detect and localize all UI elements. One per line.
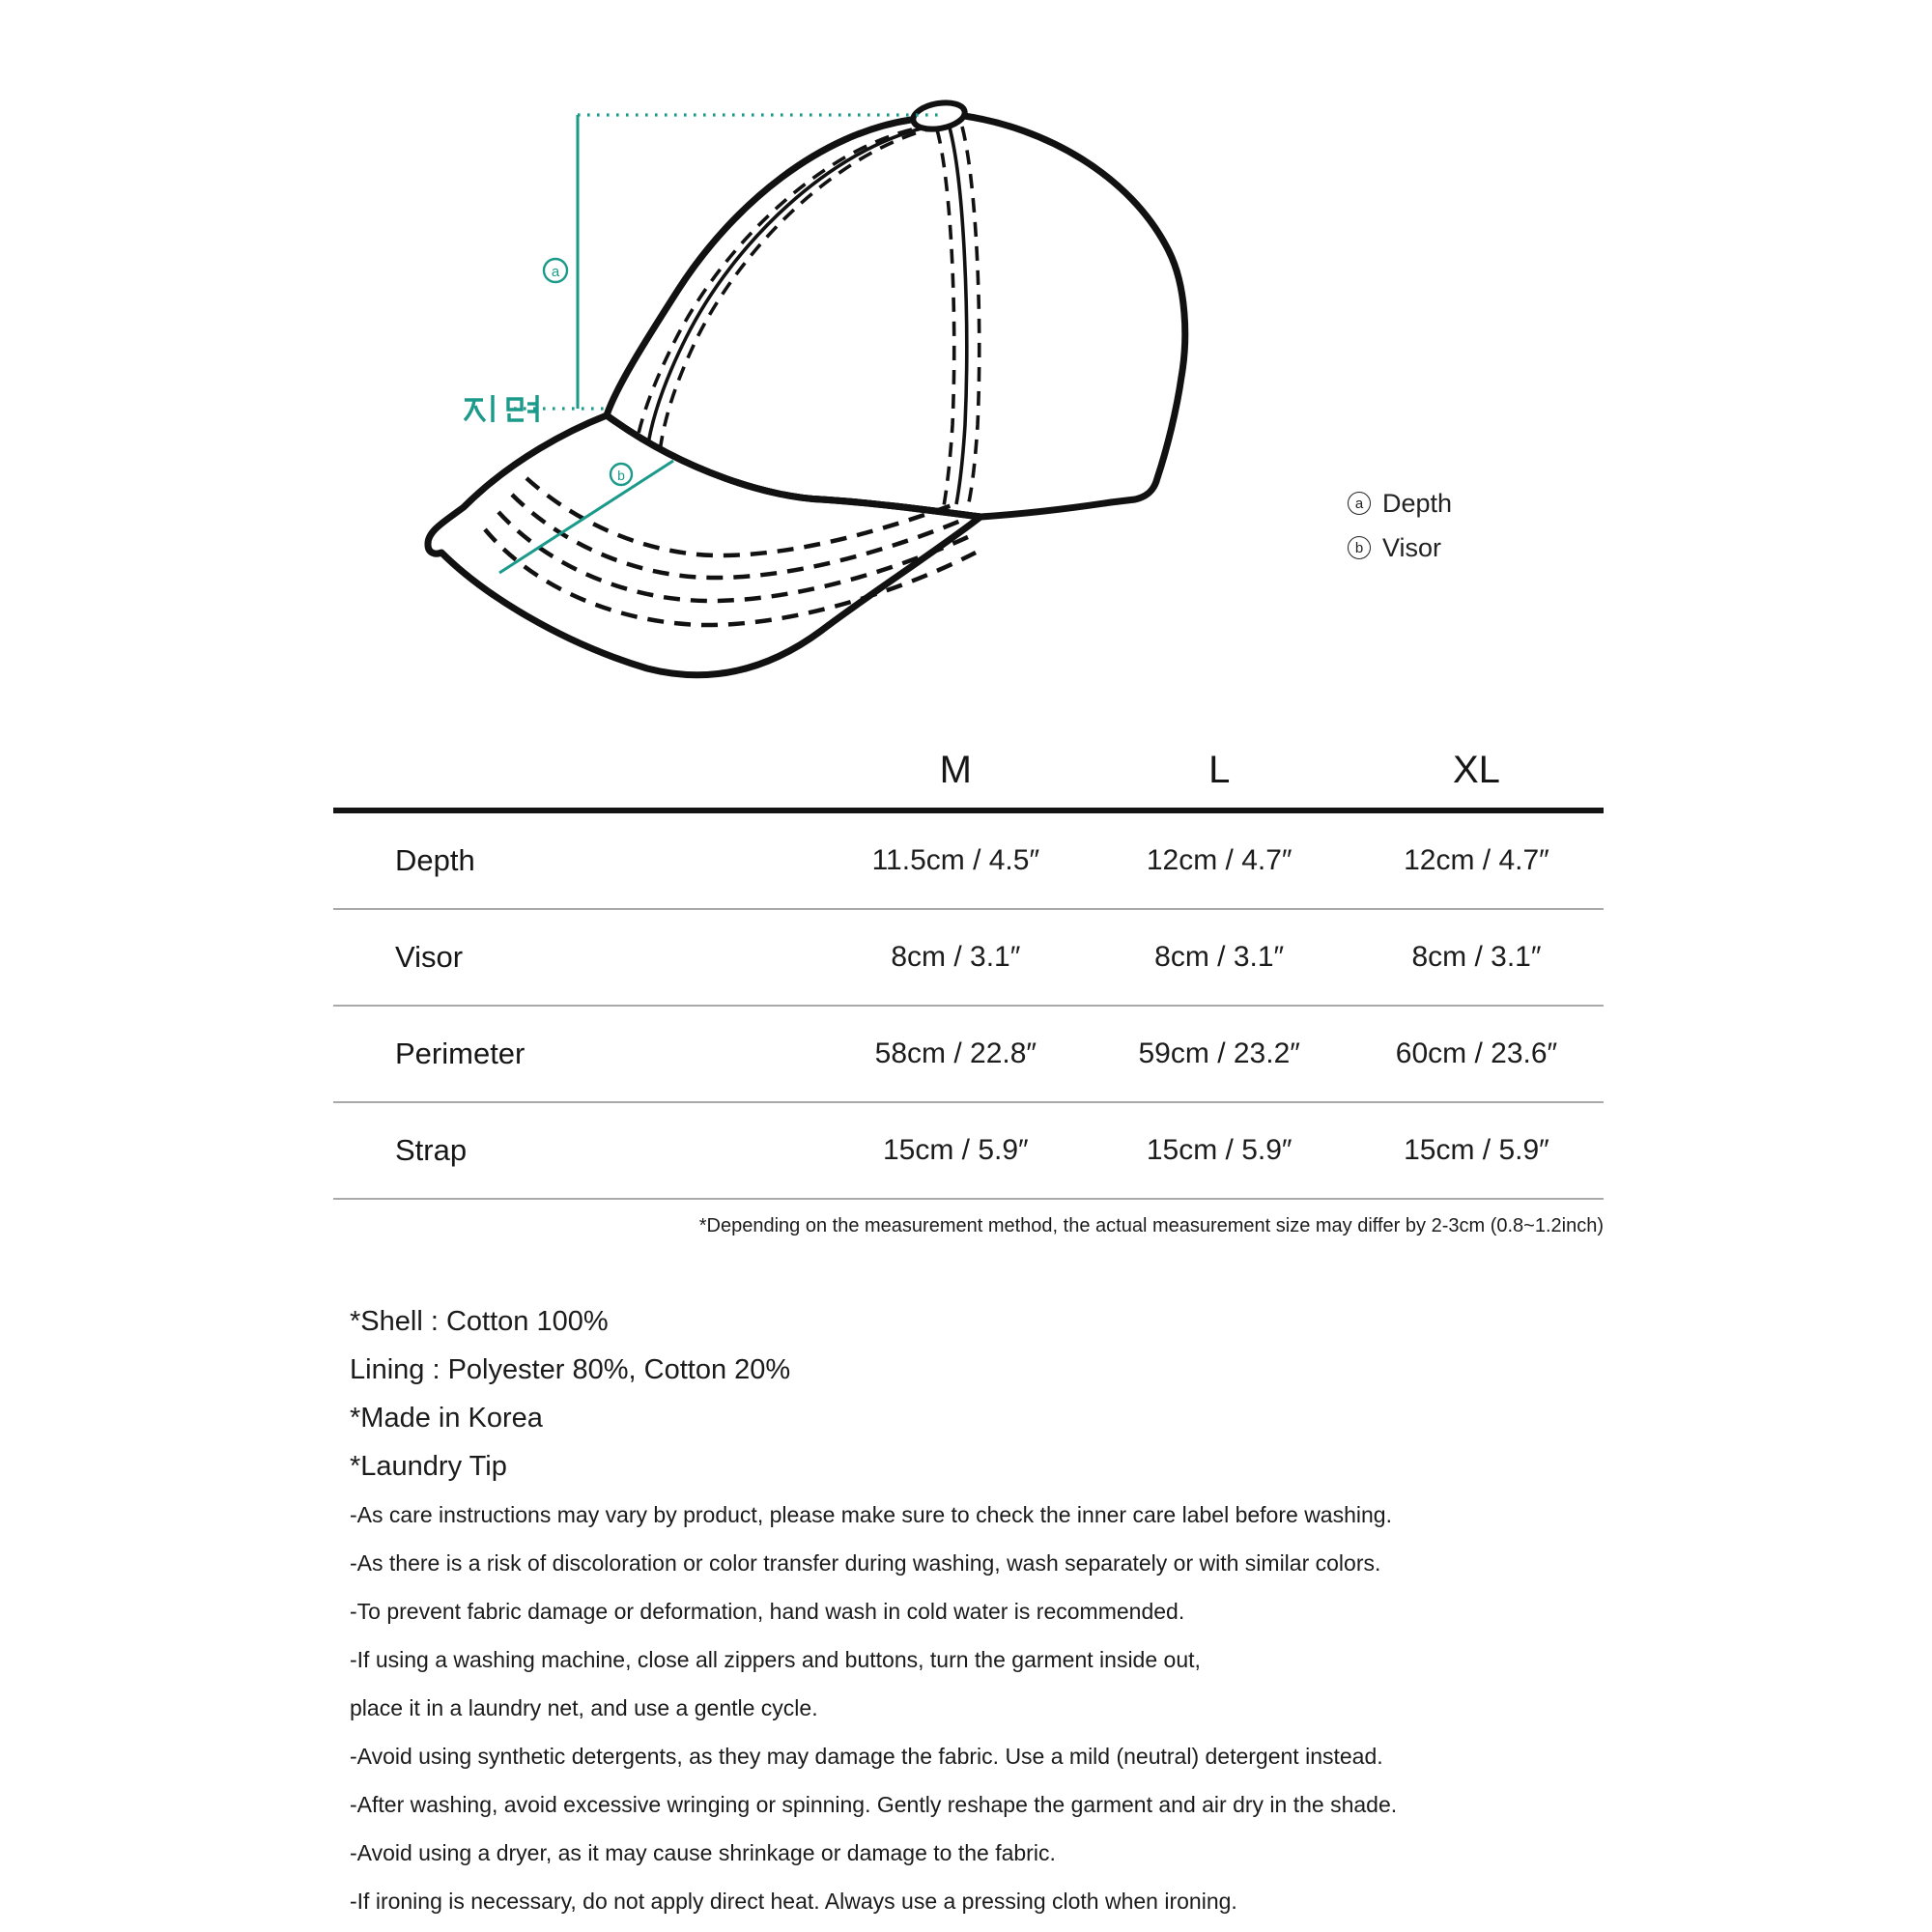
header-size-m: M [939, 748, 972, 791]
marker-a [544, 259, 567, 282]
cell-strap-m: 15cm / 5.9″ [882, 1134, 1029, 1166]
table-row-visor [333, 910, 1604, 1007]
legend-label-depth: Depth [1382, 488, 1453, 518]
care-line: -If using a washing machine, close all zippers and buttons, turn the garment inside out, [350, 1647, 1201, 1672]
table-footnote: *Depending on the measurement method, the actual measurement size may differ by 2-3cm (0.8~1.2inch) [698, 1215, 1604, 1236]
row-label: Perimeter [395, 1037, 526, 1070]
care-line: -Avoid using synthetic detergents, as they may damage the fabric. Use a mild (neutral) detergent instead. [350, 1744, 1383, 1769]
marker-b [611, 464, 632, 485]
table-row-strap [333, 1103, 1604, 1200]
table-row-perimeter [333, 1007, 1604, 1103]
care-line: -As care instructions may vary by product, please make sure to check the inner care label before washing. [350, 1502, 1392, 1527]
care-line: -To prevent fabric damage or deformation, hand wash in cold water is recommended. [350, 1599, 1185, 1624]
row-label: Strap [395, 1133, 468, 1167]
cell-perimeter-xl: 60cm / 23.6″ [1395, 1037, 1558, 1069]
care-line: -After washing, avoid excessive wringing or spinning. Gently reshape the garment and air dry in the shade. [350, 1792, 1398, 1817]
legend-row-visor [1348, 526, 1452, 570]
cell-strap-l: 15cm / 5.9″ [1146, 1134, 1293, 1166]
cell-depth-xl: 12cm / 4.7″ [1404, 844, 1549, 876]
row-label: Visor [395, 940, 464, 974]
legend-marker-a: a [1348, 492, 1371, 515]
care-line: -Avoid using a dryer, as it may cause shrinkage or damage to the fabric. [350, 1840, 1056, 1865]
cell-depth-m: 11.5cm / 4.5″ [871, 844, 1040, 876]
product-info-block [350, 1297, 1702, 1925]
header-size-xl: XL [1453, 748, 1500, 791]
cap-diagram [367, 68, 1256, 705]
table-row-depth [333, 813, 1604, 910]
care-line: -If ironing is necessary, do not apply direct heat. Always use a pressing cloth when ironing. [350, 1889, 1237, 1914]
care-line: -As there is a risk of discoloration or color transfer during washing, wash separately or with similar colors. [350, 1550, 1381, 1576]
marker-b-letter: b [617, 468, 625, 483]
legend-label-visor: Visor [1382, 532, 1442, 562]
row-label: Depth [395, 843, 475, 877]
cell-visor-m: 8cm / 3.1″ [891, 941, 1021, 973]
info-line-origin: *Made in Korea [350, 1403, 543, 1434]
legend-row-depth [1348, 481, 1452, 526]
measurement-legend [1348, 481, 1452, 570]
info-line-lining: Lining : Polyester 80%, Cotton 20% [350, 1354, 791, 1385]
size-table [333, 732, 1604, 1237]
size-table-header [333, 732, 1604, 813]
info-line-shell: *Shell : Cotton 100% [350, 1306, 609, 1337]
cell-visor-l: 8cm / 3.1″ [1154, 941, 1285, 973]
header-size-l: L [1208, 748, 1231, 791]
cell-perimeter-m: 58cm / 22.8″ [874, 1037, 1037, 1069]
ground-label [465, 395, 537, 422]
cell-depth-l: 12cm / 4.7″ [1146, 844, 1293, 876]
marker-a-letter: a [551, 264, 560, 280]
legend-marker-b: b [1348, 536, 1371, 559]
cell-strap-xl: 15cm / 5.9″ [1404, 1134, 1549, 1166]
care-line: place it in a laundry net, and use a gentle cycle. [350, 1695, 818, 1720]
cell-perimeter-l: 59cm / 23.2″ [1138, 1037, 1300, 1069]
cell-visor-xl: 8cm / 3.1″ [1411, 941, 1542, 973]
cap-crown-outline [607, 116, 1185, 517]
info-line-laundry: *Laundry Tip [350, 1451, 507, 1482]
